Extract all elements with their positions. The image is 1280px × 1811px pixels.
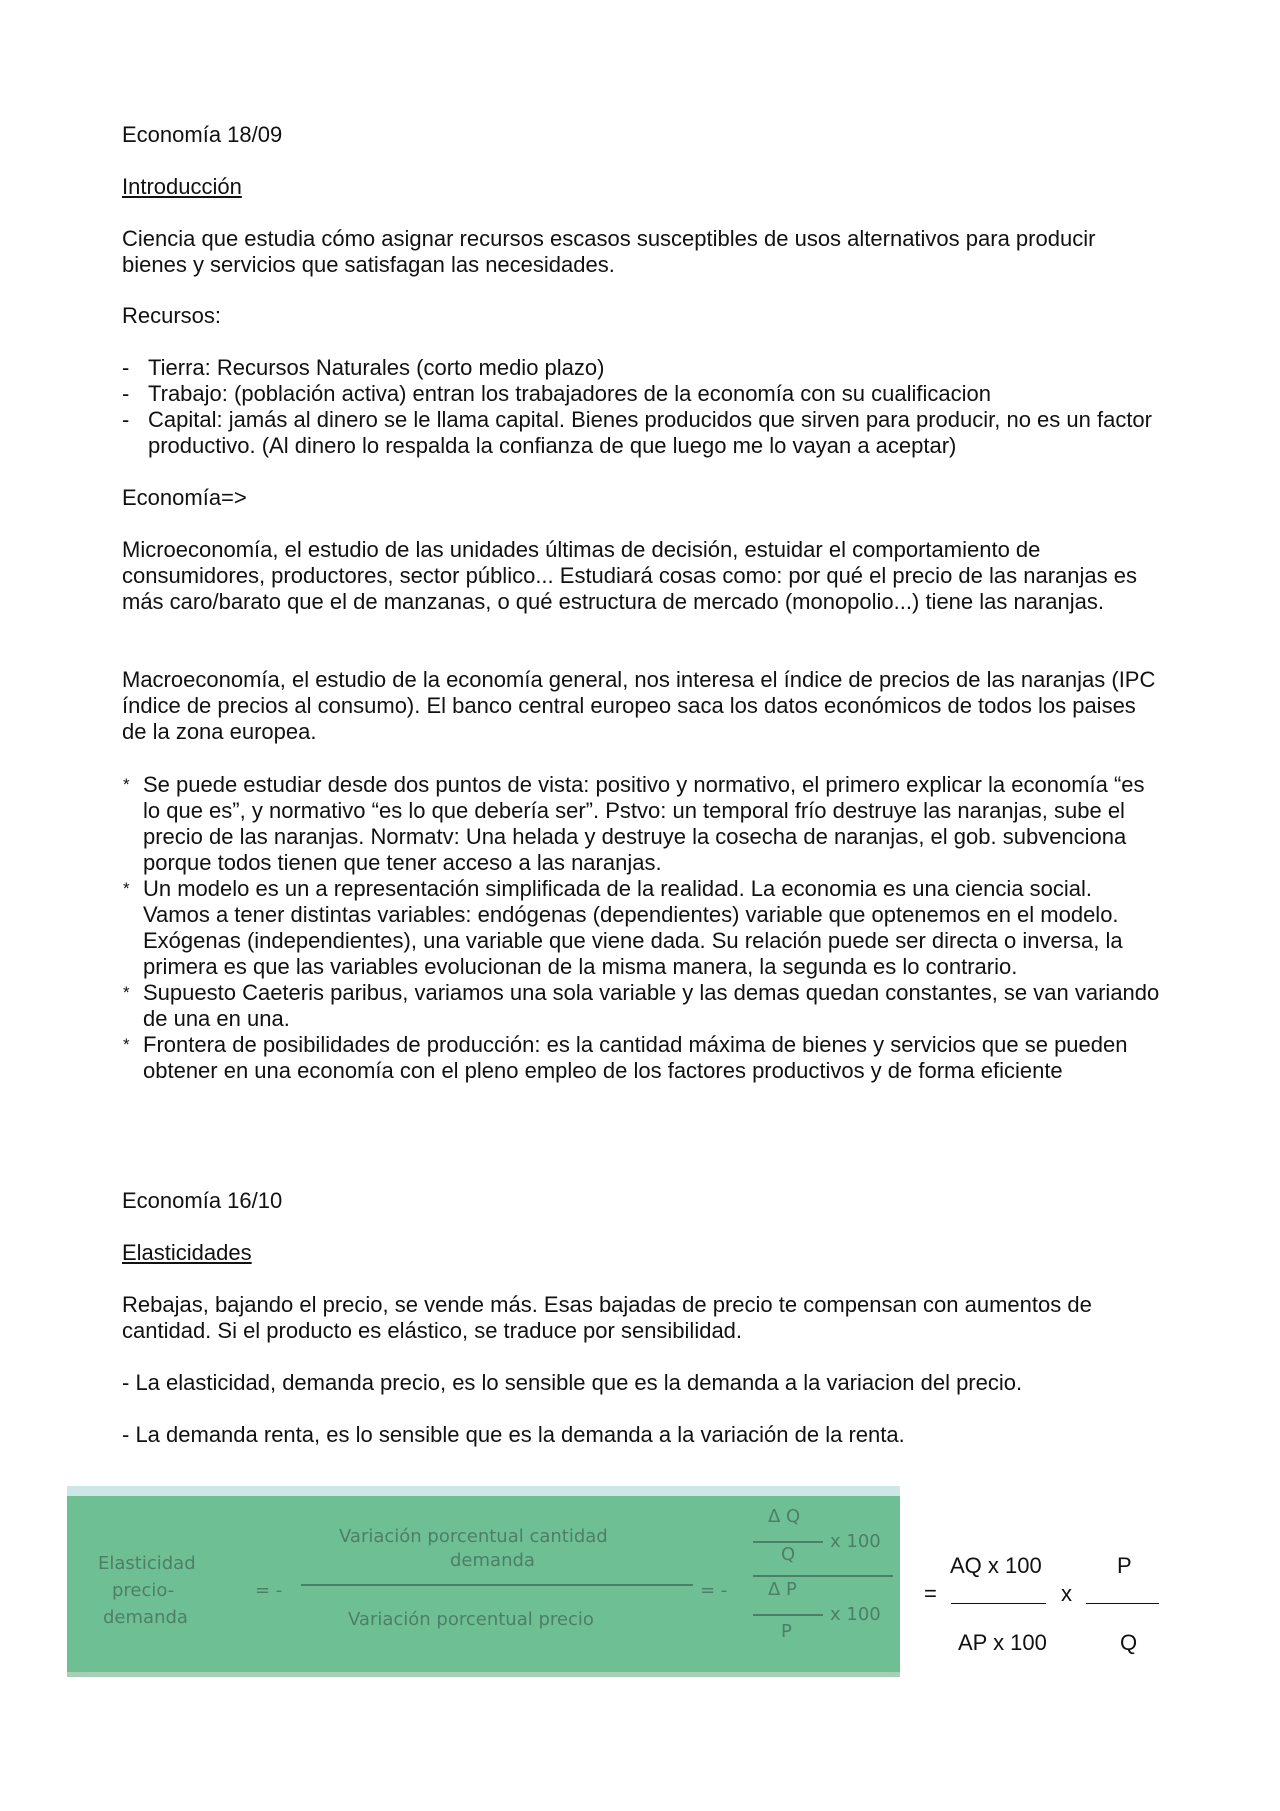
- paragraph-micro: Microeconomía, el estudio de las unidades últimas de decisión, estuidar el comportamiento de consumidores, productores, sector público... Estudiará cosas como: por qué el precio de las naranjas es más caro/barato que el de manzanas, o qué estructura de mercado (monopolio...) tiene las naranjas.: [122, 537, 1137, 614]
- formula-label-line3: demanda: [103, 1607, 188, 1628]
- formula-equals-2: = -: [700, 1580, 728, 1601]
- section-heading-1: Economía 18/09: [122, 122, 283, 147]
- formula-fraction-bar-q: [753, 1541, 823, 1543]
- section-subheading-elasticity: Elasticidades: [122, 1240, 252, 1265]
- paragraph-price-elasticity: - La elasticidad, demanda precio, es lo sensible que es la demanda a la variacion del precio.: [122, 1370, 1023, 1395]
- typed-formula-equals: =: [924, 1581, 937, 1606]
- typed-formula-bar-2: [1086, 1603, 1159, 1604]
- formula-label-line1: Elasticidad: [98, 1553, 196, 1574]
- typed-formula-denominator-1: AP x 100: [958, 1630, 1047, 1655]
- paragraph-elasticity-intro: Rebajas, bajando el precio, se vende más. Esas bajadas de precio te compensan con aumentos de cantidad. Si el producto es elástico, se traduce por sensibilidad.: [122, 1292, 1092, 1343]
- formula-fraction-bar-right: [753, 1575, 893, 1577]
- image-top-stripe: [67, 1486, 900, 1496]
- formula-label-line2: precio-: [112, 1580, 175, 1601]
- formula-delta-p: Δ P: [768, 1579, 797, 1600]
- typed-formula-numerator-1: AQ x 100: [950, 1553, 1042, 1578]
- list-item: - Capital: jamás al dinero se le llama capital. Bienes producidos que sirven para producir, no es un factor productivo. (Al dinero lo respalda la confianza de que luego me lo vayan a aceptar): [122, 407, 1152, 458]
- elasticity-formula-image: [67, 1486, 900, 1677]
- formula-x100-bottom: x 100: [830, 1604, 881, 1625]
- paragraph-definition: Ciencia que estudia cómo asignar recursos escasos susceptibles de usos alternativos para producir bienes y servicios que satisfagan las necesidades.: [122, 226, 1096, 277]
- formula-delta-q: Δ Q: [768, 1506, 801, 1527]
- formula-fraction-bar-main: [301, 1584, 693, 1586]
- section-heading-2: Economía 16/10: [122, 1188, 283, 1213]
- notes-list: [122, 772, 1162, 1084]
- paragraph-income-elasticity: - La demanda renta, es lo sensible que es la demanda a la variación de la renta.: [122, 1422, 905, 1447]
- formula-equals-1: = -: [255, 1580, 283, 1601]
- resources-label: Recursos:: [122, 303, 222, 328]
- typed-formula-denominator-2: Q: [1120, 1630, 1138, 1655]
- list-item: - Tierra: Recursos Naturales (corto medio plazo): [122, 355, 605, 380]
- formula-q: Q: [781, 1544, 796, 1565]
- formula-p: P: [781, 1621, 792, 1642]
- formula-fraction-bar-p: [753, 1614, 823, 1616]
- resources-list: [122, 355, 1162, 459]
- image-bottom-stripe: [67, 1672, 900, 1677]
- typed-formula-numerator-2: P: [1117, 1553, 1132, 1578]
- typed-formula-times: x: [1061, 1581, 1072, 1606]
- formula-numerator-line1: Variación porcentual cantidad: [339, 1526, 608, 1547]
- formula-denominator: Variación porcentual precio: [348, 1609, 594, 1630]
- list-item: - Trabajo: (población activa) entran los trabajadores de la economía con su cualificacion: [122, 381, 991, 406]
- economy-label: Economía=>: [122, 485, 247, 510]
- formula-numerator-line2: demanda: [450, 1550, 535, 1571]
- typed-formula-bar-1: [951, 1603, 1046, 1604]
- formula-x100-top: x 100: [830, 1531, 881, 1552]
- paragraph-macro: Macroeconomía, el estudio de la economía general, nos interesa el índice de precios de las naranjas (IPC índice de precios al consumo). El banco central europeo saca los datos económicos de todos los paises de la zona europea.: [122, 667, 1156, 744]
- section-subheading-intro: Introducción: [122, 174, 242, 199]
- list-item: * Frontera de posibilidades de producción: es la cantidad máxima de bienes y servicios que se pueden obtener en una economía con el pleno empleo de los factores productivos y de forma eficiente: [123, 1032, 1128, 1083]
- list-item: * Supuesto Caeteris paribus, variamos una sola variable y las demas quedan constantes, se van variando de una en una.: [123, 980, 1160, 1031]
- list-item: * Se puede estudiar desde dos puntos de vista: positivo y normativo, el primero explicar la economía “es lo que es”, y normativo “es lo que debería ser”. Pstvo: un temporal frío destruye las naranjas, sube el precio de las naranjas. Normatv: Una helada y destruye la cosecha de naranjas, el gob. subvenciona porque todos tienen que tener acceso a las naranjas.: [123, 772, 1145, 875]
- list-item: * Un modelo es un a representación simplificada de la realidad. La economia es una ciencia social. Vamos a tener distintas variables: endógenas (dependientes) variable que optenemos en el modelo. Exógenas (independientes), una variable que viene dada. Su relación puede ser directa o inversa, la primera es que las variables evolucionan de la misma manera, la segunda es lo contrario.: [123, 876, 1123, 979]
